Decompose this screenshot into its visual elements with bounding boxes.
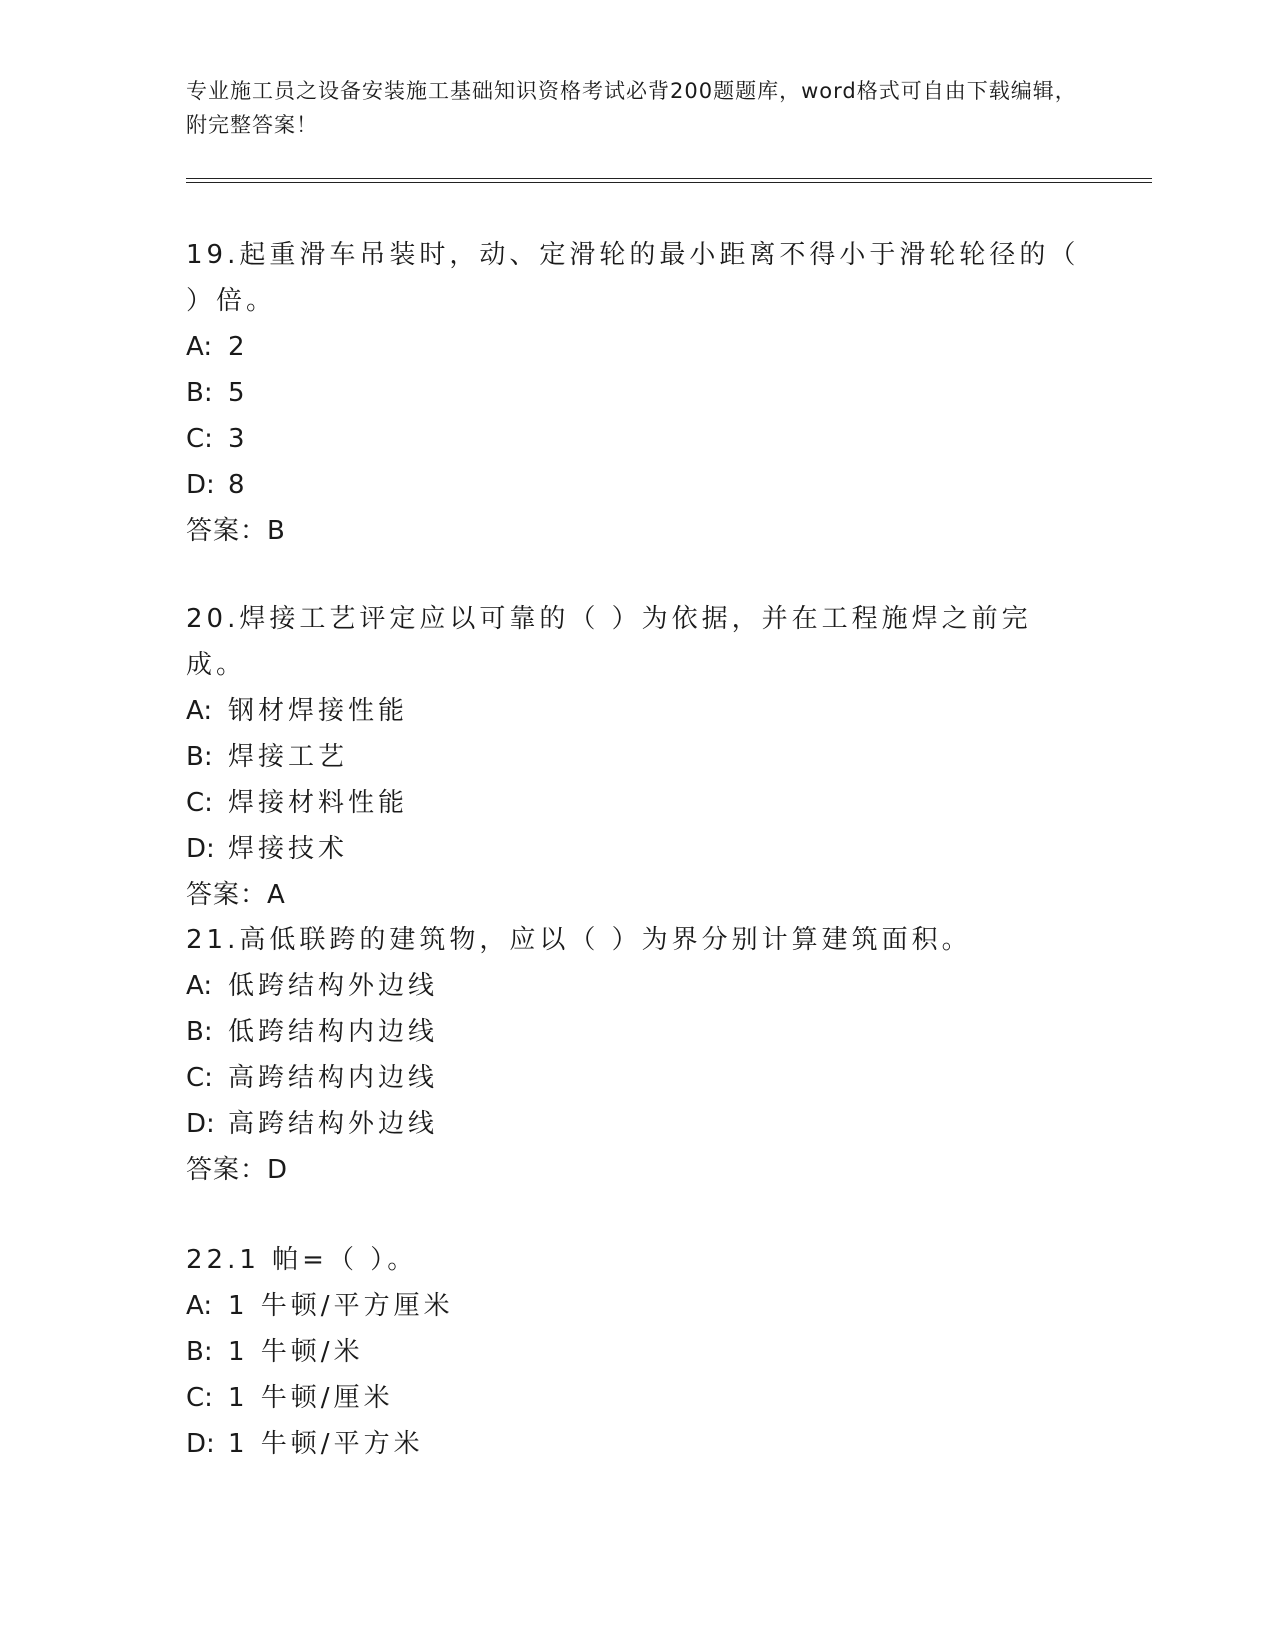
- option-a: [186, 688, 1086, 734]
- option-letter: A:: [186, 696, 213, 726]
- option-b: [186, 1009, 1086, 1055]
- option-d: [186, 462, 1086, 508]
- option-letter: C:: [186, 1063, 213, 1093]
- option-c: [186, 1375, 1086, 1421]
- option-text: 1 牛顿/厘米: [228, 1383, 394, 1413]
- option-c: [186, 416, 1086, 462]
- option-text: 高跨结构外边线: [228, 1109, 439, 1139]
- option-d: [186, 826, 1086, 872]
- question-text: 高低联跨的建筑物，应以（ ）为界分别计算建筑面积。: [239, 925, 972, 955]
- option-b: [186, 370, 1086, 416]
- answer-line: 答案：A: [186, 880, 286, 910]
- option-letter: B:: [186, 1337, 213, 1367]
- answer-line: 答案：B: [186, 516, 286, 546]
- header-double-rule: [186, 178, 1152, 183]
- question-text: 焊接工艺评定应以可靠的（ ）为依据，并在工程施焊之前完成。: [186, 604, 1032, 680]
- option-a: [186, 963, 1086, 1009]
- question-22: [186, 1237, 1086, 1467]
- option-text: 1 牛顿/平方厘米: [228, 1291, 454, 1321]
- question-stem: [186, 232, 1086, 324]
- option-text: 焊接材料性能: [228, 788, 409, 818]
- document-header: [186, 74, 1086, 142]
- option-text: 焊接工艺: [228, 742, 349, 772]
- question-stem: [186, 596, 1086, 688]
- question-stem: [186, 917, 1086, 963]
- option-a: [186, 1283, 1086, 1329]
- option-letter: D:: [186, 834, 215, 864]
- option-text: 1 牛顿/米: [228, 1337, 364, 1367]
- question-stem: [186, 1237, 1086, 1283]
- answer-line: 答案：D: [186, 1155, 289, 1185]
- option-text: 低跨结构内边线: [228, 1017, 439, 1047]
- option-text: 钢材焊接性能: [228, 696, 409, 726]
- question-21: [186, 917, 1086, 1193]
- question-text: 起重滑车吊装时，动、定滑轮的最小距离不得小于滑轮轮径的（ ）倍。: [186, 240, 1080, 316]
- question-19: [186, 232, 1086, 554]
- option-c: [186, 1055, 1086, 1101]
- option-letter: A:: [186, 971, 213, 1001]
- option-letter: B:: [186, 1017, 213, 1047]
- option-letter: C:: [186, 1383, 213, 1413]
- option-letter: B:: [186, 378, 213, 408]
- question-number: 21.: [186, 925, 240, 955]
- option-text: 2: [228, 332, 249, 362]
- question-text: 1 帕=（ ）。: [239, 1245, 418, 1275]
- question-number: 20.: [186, 604, 240, 634]
- option-d: [186, 1101, 1086, 1147]
- option-letter: A:: [186, 332, 213, 362]
- option-text: 1 牛顿/平方米: [228, 1429, 424, 1459]
- option-letter: D:: [186, 1429, 215, 1459]
- option-a: [186, 324, 1086, 370]
- document-title: 专业施工员之设备安装施工基础知识资格考试必背200题题库，word格式可自由下载编辑，附完整答案！: [186, 79, 1077, 137]
- option-b: [186, 1329, 1086, 1375]
- option-c: [186, 780, 1086, 826]
- option-letter: D:: [186, 470, 215, 500]
- option-text: 低跨结构外边线: [228, 971, 439, 1001]
- question-number: 19.: [186, 240, 240, 270]
- option-letter: D:: [186, 1109, 215, 1139]
- option-d: [186, 1421, 1086, 1467]
- question-number: 22.: [186, 1245, 240, 1275]
- option-letter: A:: [186, 1291, 213, 1321]
- option-letter: B:: [186, 742, 213, 772]
- option-letter: C:: [186, 424, 213, 454]
- question-20: [186, 596, 1086, 918]
- option-b: [186, 734, 1086, 780]
- option-text: 高跨结构内边线: [228, 1063, 439, 1093]
- option-text: 8: [228, 470, 249, 500]
- option-text: 焊接技术: [228, 834, 349, 864]
- option-text: 5: [228, 378, 249, 408]
- option-letter: C:: [186, 788, 213, 818]
- option-text: 3: [228, 424, 249, 454]
